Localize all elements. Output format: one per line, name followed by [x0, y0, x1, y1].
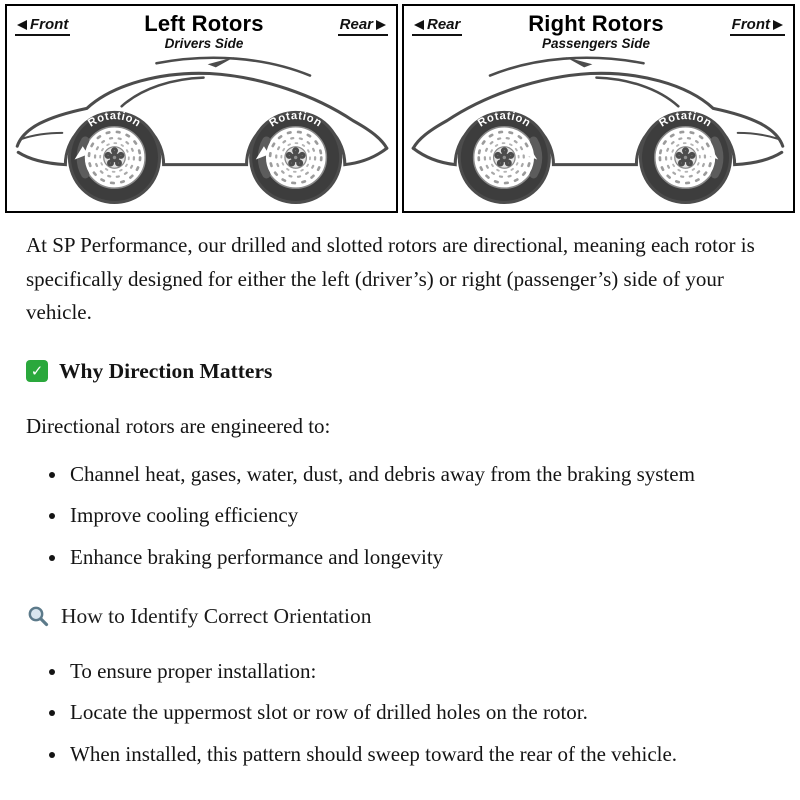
panel-title: Right Rotors: [528, 11, 664, 36]
arrow-left-icon: [17, 20, 27, 30]
direction-label: Front: [731, 16, 770, 33]
list-item: • To ensure proper installation:: [68, 655, 770, 689]
check-icon: ✓: [26, 360, 48, 382]
orientation-list: [44, 655, 770, 772]
magnifier-icon: [26, 604, 50, 628]
rotation-label: Rotation: [86, 110, 143, 130]
list-item: • Improve cooling efficiency: [68, 499, 770, 533]
left-rotors-panel: [5, 4, 398, 213]
front-direction-arrow: [730, 16, 785, 36]
intro-paragraph: At SP Performance, our drilled and slotted rotors are directional, meaning each rotor is specifically designed for either the left (driver’s) or right (passenger’s) side of your vehicle.: [26, 232, 755, 325]
right-panel-title-block: [528, 12, 664, 51]
panel-subtitle: Passengers Side: [541, 36, 651, 52]
arrow-right-icon: [773, 20, 783, 30]
rear-direction-arrow: [412, 16, 462, 36]
arrow-right-icon: [376, 20, 386, 30]
panel-title: Left Rotors: [144, 11, 264, 36]
article-body: [0, 213, 800, 772]
direction-label: Rear: [427, 16, 461, 33]
rotor-direction-diagram: [0, 0, 800, 213]
benefits-list: [44, 458, 770, 575]
heading-text: Why Direction Matters: [59, 358, 273, 383]
left-car-illustration: [7, 51, 396, 211]
engineered-lead: Directional rotors are engineered to:: [26, 414, 331, 439]
list-item: • Channel heat, gases, water, dust, and debris away from the braking system: [68, 458, 770, 492]
front-direction-arrow: [15, 16, 70, 36]
right-car-illustration: [404, 51, 793, 211]
list-item: • When installed, this pattern should sweep toward the rear of the vehicle.: [68, 738, 770, 772]
direction-label: Rear: [339, 16, 373, 33]
why-direction-heading: [26, 354, 770, 388]
heading-text: How to Identify Correct Orientation: [61, 603, 372, 628]
rotation-label: Rotation: [475, 110, 533, 130]
list-item: • Enhance braking performance and longevity: [68, 541, 770, 575]
rotation-label: Rotation: [267, 110, 325, 130]
rear-direction-arrow: [338, 16, 388, 36]
panel-subtitle: Drivers Side: [164, 36, 244, 52]
left-panel-header: [7, 6, 396, 51]
identify-orientation-heading: [26, 599, 770, 633]
left-panel-title-block: [144, 12, 264, 51]
right-panel-header: [404, 6, 793, 51]
arrow-left-icon: [414, 20, 424, 30]
rotation-label: Rotation: [657, 110, 714, 130]
direction-label: Front: [30, 16, 69, 33]
list-item: • Locate the uppermost slot or row of drilled holes on the rotor.: [68, 696, 770, 730]
right-rotors-panel: [402, 4, 795, 213]
